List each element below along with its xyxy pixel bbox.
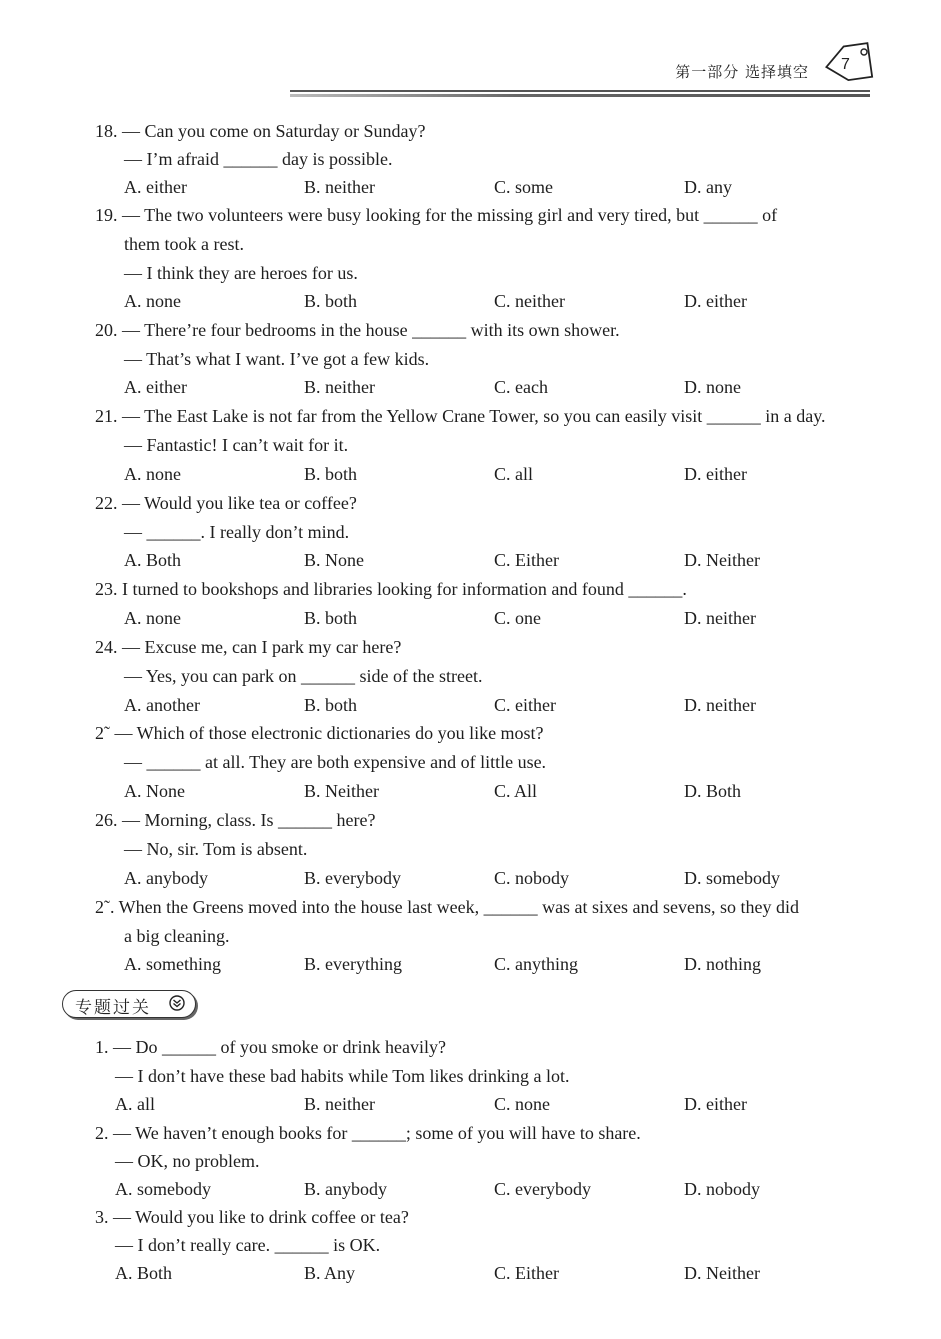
answer-option: C. none [494,1094,550,1114]
question-line: — That’s what I want. I’ve got a few kids. [124,349,430,369]
answer-option: B. Neither [304,781,379,801]
question-stem: 1. — Do ______ of you smoke or drink heavily? [95,1037,446,1057]
answer-option: A. somebody [115,1179,211,1199]
answer-option: C. anything [494,954,578,974]
answer-option: B. both [304,695,358,715]
answer-option: D. Neither [684,1263,760,1283]
answer-option: C. Either [494,550,559,570]
question-line: — Yes, you can park on ______ side of the street. [124,666,483,686]
question-stem: 22. — Would you like tea or coffee? [95,493,357,513]
answer-option: D. somebody [684,868,780,888]
question-stem: 23. I turned to bookshops and libraries looking for information and found ______. [95,579,687,599]
answer-option: B. anybody [304,1179,387,1199]
header-rule [290,90,870,92]
answer-option: D. nothing [684,954,762,974]
question-stem: 18. — Can you come on Saturday or Sunday? [95,121,426,141]
answer-option: A. none [124,464,181,484]
question-stem: 2. — We haven’t enough books for ______; some of you will have to share. [95,1123,641,1143]
answer-option: C. one [494,608,541,628]
answer-option: C. each [494,377,548,397]
answer-option: B. both [304,291,358,311]
answer-option: C. nobody [494,868,570,888]
question-line: — I don’t have these bad habits while Tom likes drinking a lot. [115,1066,570,1086]
answer-option: D. none [684,377,741,397]
question-stem: 26. — Morning, class. Is ______ here? [95,810,376,830]
answer-option: D. nobody [684,1179,760,1199]
section-label: 专题过关 [75,998,151,1018]
answer-option: A. something [124,954,221,974]
answer-option: B. None [304,550,364,570]
answer-option: D. neither [684,695,756,715]
answer-option: D. either [684,1094,747,1114]
question-line: a big cleaning. [124,926,230,946]
question-line: — OK, no problem. [115,1151,260,1171]
answer-option: A. either [124,377,187,397]
page-header [0,0,941,110]
answer-option: C. neither [494,291,565,311]
header-rule-shadow [290,94,870,97]
section-tab [62,990,196,1018]
answer-option: C. all [494,464,533,484]
answer-option: D. any [684,177,732,197]
question-stem: 24. — Excuse me, can I park my car here? [95,637,402,657]
answer-option: B. neither [304,1094,375,1114]
question-stem: 3. — Would you like to drink coffee or tea? [95,1207,409,1227]
answer-option: C. Either [494,1263,559,1283]
question-line: — ______ at all. They are both expensive and of little use. [124,752,547,772]
answer-option: C. either [494,695,556,715]
answer-option: B. neither [304,177,375,197]
question-stem: 20. — There’re four bedrooms in the house ______ with its own shower. [95,320,620,340]
question-stem: 19. — The two volunteers were busy looking for the missing girl and very tired, but ______ of [95,205,778,225]
answer-option: B. everything [304,954,402,974]
answer-option: C. All [494,781,538,801]
answer-option: A. Both [124,550,182,570]
question-line: — Fantastic! I can’t wait for it. [124,435,349,455]
answer-option: D. Neither [684,550,760,570]
section-title: 第一部分 选择填空 [675,63,809,81]
answer-option: C. everybody [494,1179,591,1199]
question-line: — ______. I really don’t mind. [124,522,350,542]
answer-option: A. Both [115,1263,173,1283]
answer-option: C. some [494,177,554,197]
answer-option: D. either [684,291,747,311]
answer-option: B. neither [304,377,375,397]
answer-option: D. neither [684,608,756,628]
question-line: — I don’t really care. ______ is OK. [115,1235,381,1255]
double-chevron-down-icon [169,995,185,1011]
question-line: — No, sir. Tom is absent. [124,839,308,859]
answer-option: B. everybody [304,868,401,888]
question-stem: 21. — The East Lake is not far from the Yellow Crane Tower, so you can easily visit ______ in a day. [95,406,826,426]
answer-option: A. all [115,1094,155,1114]
answer-option: A. None [124,781,185,801]
question-stem: 2˜. When the Greens moved into the house last week, ______ was at sixes and sevens, so they did [95,897,800,917]
answer-option: A. none [124,291,181,311]
answer-option: D. either [684,464,747,484]
question-line: — I’m afraid ______ day is possible. [124,149,393,169]
answer-option: B. both [304,464,358,484]
question-stem: 2˜ — Which of those electronic dictionaries do you like most? [95,723,544,743]
page-number: 7 [841,56,850,73]
answer-option: A. either [124,177,187,197]
answer-option: A. another [124,695,200,715]
answer-option: B. both [304,608,358,628]
answer-option: B. Any [304,1263,356,1283]
answer-option: D. Both [684,781,742,801]
question-line: — I think they are heroes for us. [124,263,358,283]
answer-option: A. anybody [124,868,208,888]
question-line: them took a rest. [124,234,244,254]
answer-option: A. none [124,608,181,628]
